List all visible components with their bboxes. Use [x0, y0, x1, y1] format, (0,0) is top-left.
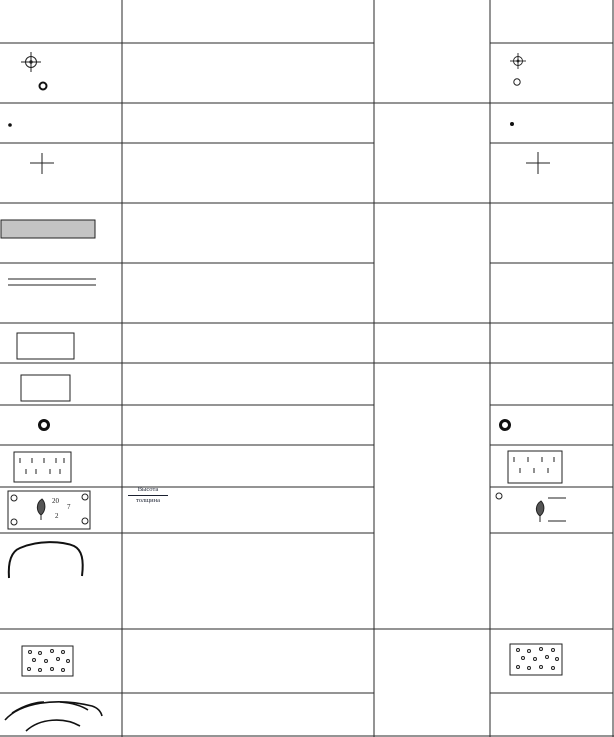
- symbol-number-bottom: 2: [55, 512, 59, 520]
- dashed-box-icon: [14, 452, 71, 482]
- small-dot-icon: [8, 123, 12, 127]
- ring-point-icon: [40, 421, 49, 430]
- curved-lines-icon: [5, 702, 102, 731]
- fraction-denominator: толщина: [135, 496, 160, 504]
- symbol-number-side: 7: [67, 503, 71, 511]
- dotted-stone-area-icon: [22, 646, 73, 676]
- ring-point-icon: [514, 79, 520, 85]
- dashed-box-icon: [508, 451, 562, 483]
- ring-point-icon: [40, 83, 47, 90]
- gray-bar-icon: [1, 220, 95, 238]
- cross-icon: [30, 153, 54, 174]
- building-with-trees-icon: [496, 493, 566, 522]
- hand-drawn-outline-icon: [9, 542, 83, 578]
- building-with-trees-icon: [8, 491, 90, 529]
- small-dot-icon: [510, 122, 514, 126]
- symbol-number-top: 20: [52, 497, 59, 505]
- crosshair-point-icon: [21, 52, 41, 72]
- crosshair-point-icon: [510, 53, 526, 69]
- fraction-label: [128, 487, 168, 504]
- double-line-icon: [8, 279, 96, 285]
- small-rectangle-icon: [21, 375, 70, 401]
- rectangle-icon: [17, 333, 74, 359]
- fraction-numerator: Высота: [128, 487, 168, 496]
- cross-icon: [526, 152, 550, 174]
- dotted-stone-area-icon: [510, 644, 562, 675]
- ring-point-icon: [501, 421, 510, 430]
